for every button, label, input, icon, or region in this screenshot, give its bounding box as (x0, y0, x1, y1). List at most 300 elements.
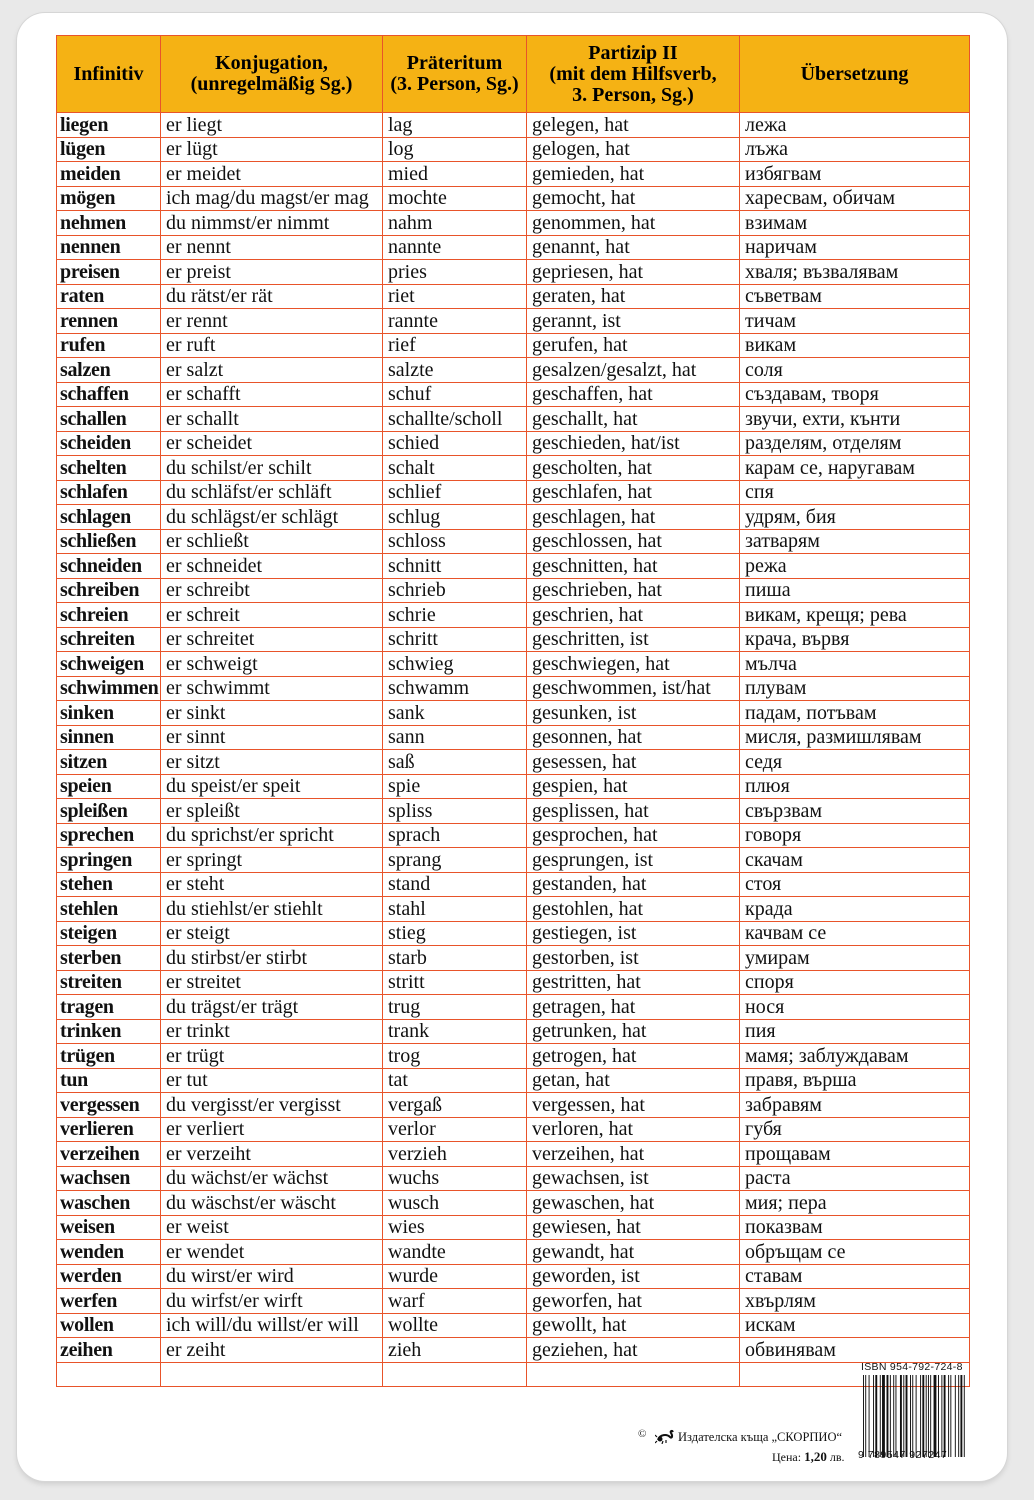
praeteritum-cell: schwieg (383, 652, 527, 677)
uebersetzung-cell: соля (740, 358, 970, 383)
table-row (57, 676, 970, 701)
infinitiv-cell: verlieren (57, 1117, 161, 1142)
konjugation-cell: er schafft (161, 382, 383, 407)
table-row (57, 725, 970, 750)
konjugation-cell: er verzeiht (161, 1142, 383, 1167)
table-row (57, 1240, 970, 1265)
partizip-cell: geschwommen, ist/hat (527, 676, 740, 701)
uebersetzung-cell: лежа (740, 113, 970, 138)
infinitiv-cell: werden (57, 1264, 161, 1289)
praeteritum-cell: sann (383, 725, 527, 750)
uebersetzung-cell: взимам (740, 211, 970, 236)
partizip-cell: gelegen, hat (527, 113, 740, 138)
infinitiv-cell: verzeihen (57, 1142, 161, 1167)
uebersetzung-cell: режа (740, 554, 970, 579)
uebersetzung-cell: съветвам (740, 284, 970, 309)
table-row (57, 1068, 970, 1093)
infinitiv-cell: zeihen (57, 1338, 161, 1363)
table-row (57, 1142, 970, 1167)
praeteritum-cell: spliss (383, 799, 527, 824)
uebersetzung-cell: плувам (740, 676, 970, 701)
uebersetzung-cell: хвърлям (740, 1289, 970, 1314)
infinitiv-cell: trinken (57, 1019, 161, 1044)
partizip-cell: gepriesen, hat (527, 260, 740, 285)
partizip-cell: gesplissen, hat (527, 799, 740, 824)
uebersetzung-cell: свързвам (740, 799, 970, 824)
partizip-cell: geworden, ist (527, 1264, 740, 1289)
partizip-cell: geschnitten, hat (527, 554, 740, 579)
table-row (57, 995, 970, 1020)
praeteritum-cell: stahl (383, 897, 527, 922)
konjugation-cell: er schallt (161, 407, 383, 432)
table-row (57, 529, 970, 554)
partizip-cell: gespien, hat (527, 774, 740, 799)
konjugation-cell: er schneidet (161, 554, 383, 579)
partizip-cell: gemieden, hat (527, 162, 740, 187)
uebersetzung-cell: разделям, отделям (740, 431, 970, 456)
uebersetzung-cell: забравям (740, 1093, 970, 1118)
praeteritum-cell: schnitt (383, 554, 527, 579)
konjugation-cell: er trügt (161, 1044, 383, 1069)
uebersetzung-cell: прощавам (740, 1142, 970, 1167)
partizip-cell: gewaschen, hat (527, 1191, 740, 1216)
uebersetzung-cell: затварям (740, 529, 970, 554)
partizip-cell: gesonnen, hat (527, 725, 740, 750)
partizip-cell: gewachsen, ist (527, 1166, 740, 1191)
table-row (57, 921, 970, 946)
table-row (57, 627, 970, 652)
infinitiv-cell: wollen (57, 1313, 161, 1338)
uebersetzung-cell: избягвам (740, 162, 970, 187)
konjugation-cell: er sitzt (161, 750, 383, 775)
price-value: 1,20 (804, 1449, 827, 1464)
uebersetzung-cell: спя (740, 480, 970, 505)
konjugation-cell: du nimmst/er nimmt (161, 211, 383, 236)
praeteritum-cell: salzte (383, 358, 527, 383)
partizip-cell: getragen, hat (527, 995, 740, 1020)
konjugation-cell: er rennt (161, 309, 383, 334)
table-row (57, 554, 970, 579)
infinitiv-cell: nehmen (57, 211, 161, 236)
partizip-cell: geschlagen, hat (527, 505, 740, 530)
table-row (57, 1117, 970, 1142)
partizip-cell: geschlossen, hat (527, 529, 740, 554)
partizip-cell: gerannt, ist (527, 309, 740, 334)
header-row (57, 36, 970, 113)
praeteritum-cell: trank (383, 1019, 527, 1044)
konjugation-cell: du trägst/er trägt (161, 995, 383, 1020)
partizip-cell: gewollt, hat (527, 1313, 740, 1338)
konjugation-cell: er lügt (161, 137, 383, 162)
table-row (57, 1093, 970, 1118)
table-row (57, 162, 970, 187)
uebersetzung-cell: викам, крещя; рева (740, 603, 970, 628)
infinitiv-cell: weisen (57, 1215, 161, 1240)
konjugation-cell: er weist (161, 1215, 383, 1240)
konjugation-cell: du wäschst/er wäscht (161, 1191, 383, 1216)
table-row (57, 382, 970, 407)
copyright-mark: © (638, 1428, 647, 1440)
table-row (57, 652, 970, 677)
uebersetzung-cell: удрям, бия (740, 505, 970, 530)
praeteritum-cell: schallte/scholl (383, 407, 527, 432)
konjugation-cell: er spleißt (161, 799, 383, 824)
infinitiv-cell: sprechen (57, 823, 161, 848)
praeteritum-cell: sprach (383, 823, 527, 848)
uebersetzung-cell: ставам (740, 1264, 970, 1289)
konjugation-cell: er springt (161, 848, 383, 873)
konjugation-cell: ich will/du willst/er will (161, 1313, 383, 1338)
infinitiv-cell: scheiden (57, 431, 161, 456)
uebersetzung-cell: създавам, творя (740, 382, 970, 407)
table-row (57, 799, 970, 824)
uebersetzung-cell: обръщам се (740, 1240, 970, 1265)
table-row (57, 603, 970, 628)
table-row (57, 1215, 970, 1240)
praeteritum-cell: mied (383, 162, 527, 187)
konjugation-cell: du schlägst/er schlägt (161, 505, 383, 530)
partizip-cell: geschritten, ist (527, 627, 740, 652)
partizip-cell: gescholten, hat (527, 456, 740, 481)
konjugation-cell: er tut (161, 1068, 383, 1093)
uebersetzung-cell: обвинявам (740, 1338, 970, 1363)
infinitiv-cell: raten (57, 284, 161, 309)
uebersetzung-cell: звучи, ехти, кънти (740, 407, 970, 432)
partizip-cell: genannt, hat (527, 235, 740, 260)
table-row (57, 1289, 970, 1314)
table-row (57, 1191, 970, 1216)
partizip-cell: geschlafen, hat (527, 480, 740, 505)
praeteritum-cell: schrie (383, 603, 527, 628)
table-row (57, 431, 970, 456)
konjugation-cell: er schweigt (161, 652, 383, 677)
table-row (57, 333, 970, 358)
infinitiv-cell: sitzen (57, 750, 161, 775)
partizip-cell: geraten, hat (527, 284, 740, 309)
praeteritum-cell: spie (383, 774, 527, 799)
uebersetzung-cell: крада (740, 897, 970, 922)
praeteritum-cell: riet (383, 284, 527, 309)
uebersetzung-cell: мия; пера (740, 1191, 970, 1216)
praeteritum-cell: wuchs (383, 1166, 527, 1191)
partizip-cell: gerufen, hat (527, 333, 740, 358)
uebersetzung-cell: показвам (740, 1215, 970, 1240)
uebersetzung-cell: седя (740, 750, 970, 775)
infinitiv-cell: streiten (57, 970, 161, 995)
praeteritum-cell: schlief (383, 480, 527, 505)
konjugation-cell: er zeiht (161, 1338, 383, 1363)
infinitiv-cell: schlagen (57, 505, 161, 530)
uebersetzung-cell: мисля, размишлявам (740, 725, 970, 750)
praeteritum-cell: schloss (383, 529, 527, 554)
partizip-cell: gesessen, hat (527, 750, 740, 775)
price-line (772, 1449, 844, 1465)
konjugation-cell: er meidet (161, 162, 383, 187)
konjugation-cell: er schließt (161, 529, 383, 554)
header-partizip: Partizip II (mit dem Hilfsverb, 3. Person, Sg.) (527, 36, 740, 113)
scorpion-logo-icon (655, 1428, 675, 1444)
praeteritum-cell: rief (383, 333, 527, 358)
table-row (57, 774, 970, 799)
praeteritum-cell: rannte (383, 309, 527, 334)
praeteritum-cell: wurde (383, 1264, 527, 1289)
partizip-cell: geschrieben, hat (527, 578, 740, 603)
partizip-cell: geschrien, hat (527, 603, 740, 628)
partizip-cell: gestanden, hat (527, 872, 740, 897)
konjugation-cell: du wirfst/er wirft (161, 1289, 383, 1314)
praeteritum-cell: verlor (383, 1117, 527, 1142)
uebersetzung-cell: умирам (740, 946, 970, 971)
praeteritum-cell: schrieb (383, 578, 527, 603)
infinitiv-cell: schweigen (57, 652, 161, 677)
praeteritum-cell: verzieh (383, 1142, 527, 1167)
partizip-cell (527, 1362, 740, 1387)
infinitiv-cell: tun (57, 1068, 161, 1093)
table-row (57, 186, 970, 211)
praeteritum-cell: trug (383, 995, 527, 1020)
praeteritum-cell: stand (383, 872, 527, 897)
konjugation-cell: er wendet (161, 1240, 383, 1265)
praeteritum-cell: log (383, 137, 527, 162)
table-row (57, 211, 970, 236)
konjugation-cell: er streitet (161, 970, 383, 995)
konjugation-cell: er schreit (161, 603, 383, 628)
table-row (57, 970, 970, 995)
table-row (57, 1338, 970, 1363)
uebersetzung-cell: викам (740, 333, 970, 358)
infinitiv-cell: liegen (57, 113, 161, 138)
table-row (57, 1019, 970, 1044)
uebersetzung-cell: крача, вървя (740, 627, 970, 652)
partizip-cell: gesunken, ist (527, 701, 740, 726)
infinitiv-cell: meiden (57, 162, 161, 187)
table-row (57, 407, 970, 432)
table-row (57, 897, 970, 922)
uebersetzung-cell: хваля; възвалявам (740, 260, 970, 285)
uebersetzung-cell: пиша (740, 578, 970, 603)
uebersetzung-cell: падам, потъвам (740, 701, 970, 726)
infinitiv-cell: spleißen (57, 799, 161, 824)
infinitiv-cell: stehen (57, 872, 161, 897)
uebersetzung-cell: скачам (740, 848, 970, 873)
konjugation-cell: er sinnt (161, 725, 383, 750)
price-currency: лв. (829, 1450, 845, 1464)
table-row (57, 1362, 970, 1387)
infinitiv-cell: rufen (57, 333, 161, 358)
uebersetzung-cell: харесвам, обичам (740, 186, 970, 211)
table-row (57, 701, 970, 726)
partizip-cell: gestritten, hat (527, 970, 740, 995)
partizip-cell: geworfen, hat (527, 1289, 740, 1314)
isbn-text: ISBN 954-792-724-8 (861, 1361, 963, 1373)
konjugation-cell: du schläfst/er schläft (161, 480, 383, 505)
table-row (57, 358, 970, 383)
konjugation-cell: er verliert (161, 1117, 383, 1142)
table-row (57, 456, 970, 481)
infinitiv-cell: schlafen (57, 480, 161, 505)
partizip-cell: getrunken, hat (527, 1019, 740, 1044)
infinitiv-cell: stehlen (57, 897, 161, 922)
praeteritum-cell: schlug (383, 505, 527, 530)
konjugation-cell: er steigt (161, 921, 383, 946)
konjugation-cell: er scheidet (161, 431, 383, 456)
infinitiv-cell: nennen (57, 235, 161, 260)
table-row (57, 1166, 970, 1191)
infinitiv-cell: waschen (57, 1191, 161, 1216)
infinitiv-cell: wenden (57, 1240, 161, 1265)
uebersetzung-cell: лъжа (740, 137, 970, 162)
infinitiv-cell: schreiten (57, 627, 161, 652)
table-row (57, 750, 970, 775)
infinitiv-cell: werfen (57, 1289, 161, 1314)
uebersetzung-cell: мълча (740, 652, 970, 677)
partizip-cell: gesalzen/gesalzt, hat (527, 358, 740, 383)
partizip-cell: geschwiegen, hat (527, 652, 740, 677)
konjugation-cell: du stirbst/er stirbt (161, 946, 383, 971)
praeteritum-cell: nannte (383, 235, 527, 260)
table-row (57, 823, 970, 848)
uebersetzung-cell: правя, върша (740, 1068, 970, 1093)
konjugation-cell: du sprichst/er spricht (161, 823, 383, 848)
partizip-cell: geschieden, hat/ist (527, 431, 740, 456)
table-row (57, 848, 970, 873)
header-konjugation: Konjugation, (unregelmäßig Sg.) (161, 36, 383, 113)
praeteritum-cell: trog (383, 1044, 527, 1069)
konjugation-cell: du rätst/er rät (161, 284, 383, 309)
barcode-number: 9 789547 927247 (858, 1449, 948, 1461)
infinitiv-cell: mögen (57, 186, 161, 211)
verb-rows (57, 113, 970, 1387)
praeteritum-cell: mochte (383, 186, 527, 211)
praeteritum-cell: stieg (383, 921, 527, 946)
infinitiv-cell: schneiden (57, 554, 161, 579)
konjugation-cell (161, 1362, 383, 1387)
konjugation-cell: er liegt (161, 113, 383, 138)
table-row (57, 872, 970, 897)
konjugation-cell: er schreibt (161, 578, 383, 603)
header-praeteritum: Präteritum (3. Person, Sg.) (383, 36, 527, 113)
praeteritum-cell: warf (383, 1289, 527, 1314)
partizip-cell: verzeihen, hat (527, 1142, 740, 1167)
uebersetzung-cell: карам се, наругавам (740, 456, 970, 481)
partizip-cell: geschallt, hat (527, 407, 740, 432)
table-row (57, 505, 970, 530)
publisher-name: Издателска къща „СКОРПИО“ (678, 1430, 843, 1444)
table-row (57, 1044, 970, 1069)
infinitiv-cell: rennen (57, 309, 161, 334)
uebersetzung-cell: мамя; заблуждавам (740, 1044, 970, 1069)
praeteritum-cell: wollte (383, 1313, 527, 1338)
praeteritum-cell: pries (383, 260, 527, 285)
infinitiv-cell: schließen (57, 529, 161, 554)
table-row (57, 578, 970, 603)
partizip-cell: gestorben, ist (527, 946, 740, 971)
infinitiv-cell: salzen (57, 358, 161, 383)
infinitiv-cell: speien (57, 774, 161, 799)
konjugation-cell: du schilst/er schilt (161, 456, 383, 481)
uebersetzung-cell: плюя (740, 774, 970, 799)
header-infinitiv: Infinitiv (57, 36, 161, 113)
partizip-cell: gewandt, hat (527, 1240, 740, 1265)
praeteritum-cell: wandte (383, 1240, 527, 1265)
infinitiv-cell: schallen (57, 407, 161, 432)
konjugation-cell: du wirst/er wird (161, 1264, 383, 1289)
barcode (861, 1375, 969, 1457)
partizip-cell: gelogen, hat (527, 137, 740, 162)
konjugation-cell: du speist/er speit (161, 774, 383, 799)
praeteritum-cell: schuf (383, 382, 527, 407)
konjugation-cell: er salzt (161, 358, 383, 383)
infinitiv-cell: sinnen (57, 725, 161, 750)
price-label: Цена: (772, 1450, 802, 1464)
table-row (57, 113, 970, 138)
infinitiv-cell: lügen (57, 137, 161, 162)
praeteritum-cell: schied (383, 431, 527, 456)
praeteritum-cell: wies (383, 1215, 527, 1240)
partizip-cell: gestiegen, ist (527, 921, 740, 946)
table-row (57, 1264, 970, 1289)
praeteritum-cell: saß (383, 750, 527, 775)
partizip-cell: gesprochen, hat (527, 823, 740, 848)
partizip-cell: getrogen, hat (527, 1044, 740, 1069)
table-row (57, 946, 970, 971)
infinitiv-cell: schelten (57, 456, 161, 481)
konjugation-cell: er preist (161, 260, 383, 285)
uebersetzung-cell: качвам се (740, 921, 970, 946)
infinitiv-cell: vergessen (57, 1093, 161, 1118)
konjugation-cell: du wächst/er wächst (161, 1166, 383, 1191)
uebersetzung-cell: раста (740, 1166, 970, 1191)
uebersetzung-cell: говоря (740, 823, 970, 848)
partizip-cell: gemocht, hat (527, 186, 740, 211)
uebersetzung-cell: нося (740, 995, 970, 1020)
praeteritum-cell: schwamm (383, 676, 527, 701)
table-row (57, 235, 970, 260)
praeteritum-cell: zieh (383, 1338, 527, 1363)
infinitiv-cell: steigen (57, 921, 161, 946)
konjugation-cell: er schwimmt (161, 676, 383, 701)
infinitiv-cell: springen (57, 848, 161, 873)
uebersetzung-cell: тичам (740, 309, 970, 334)
praeteritum-cell: nahm (383, 211, 527, 236)
table-row (57, 284, 970, 309)
konjugation-cell: du vergisst/er vergisst (161, 1093, 383, 1118)
praeteritum-cell: schalt (383, 456, 527, 481)
praeteritum-cell: stritt (383, 970, 527, 995)
uebersetzung-cell: искам (740, 1313, 970, 1338)
infinitiv-cell: trügen (57, 1044, 161, 1069)
partizip-cell: gesprungen, ist (527, 848, 740, 873)
infinitiv-cell: schwimmen (57, 676, 161, 701)
partizip-cell: getan, hat (527, 1068, 740, 1093)
uebersetzung-cell: пия (740, 1019, 970, 1044)
partizip-cell: vergessen, hat (527, 1093, 740, 1118)
table-row (57, 480, 970, 505)
praeteritum-cell (383, 1362, 527, 1387)
infinitiv-cell: schreiben (57, 578, 161, 603)
konjugation-cell: er trinkt (161, 1019, 383, 1044)
praeteritum-cell: sank (383, 701, 527, 726)
konjugation-cell: er sinkt (161, 701, 383, 726)
konjugation-cell: er steht (161, 872, 383, 897)
uebersetzung-cell: наричам (740, 235, 970, 260)
praeteritum-cell: sprang (383, 848, 527, 873)
infinitiv-cell: wachsen (57, 1166, 161, 1191)
partizip-cell: genommen, hat (527, 211, 740, 236)
konjugation-cell: er ruft (161, 333, 383, 358)
uebersetzung-cell: споря (740, 970, 970, 995)
praeteritum-cell: schritt (383, 627, 527, 652)
